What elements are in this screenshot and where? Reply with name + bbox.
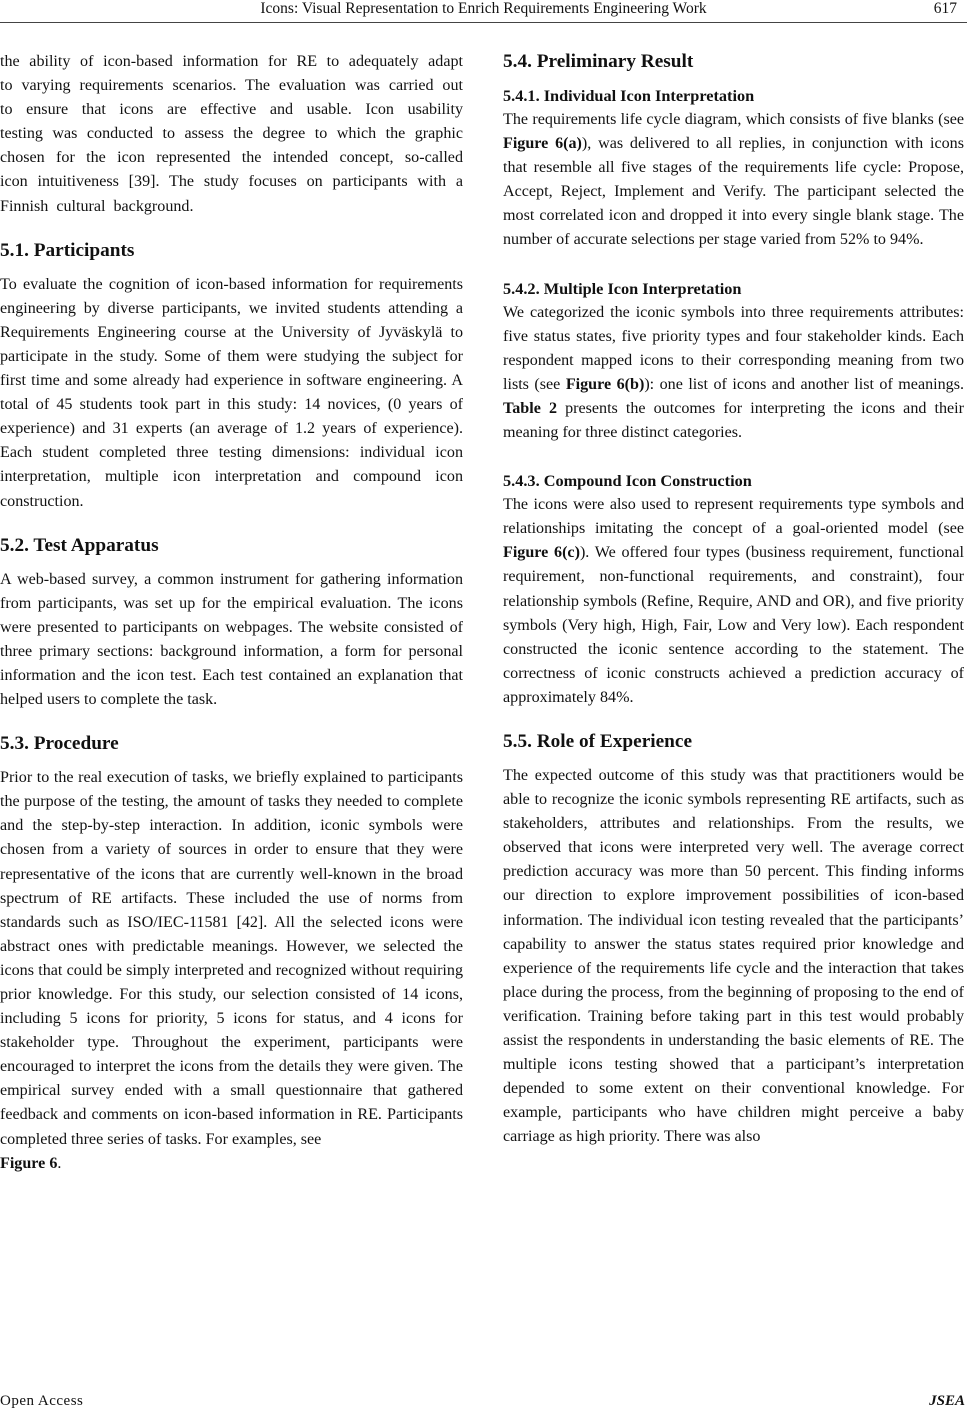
intro-paragraph: the ability of icon-based information for RE to adequately adapt to varying requirements scenarios. The evaluation was carried out to ensure that icons are effective and usable. Icon usability testing was conducted to assess the degree to which the graphic chosen for the icon represented the intended concept, so-called icon intuitiveness [39]. The study focuses on participants with a Finnish cultural background. xyxy=(0,53,463,215)
section-5-1-paragraph: To evaluate the cognition of icon-based information for requirements engineering by diverse participants, we invited students attending a Requirements Engineering course at the University of Jyväskylä to participate in the study. Some of them were studying the subject for first time and some already had experience in software engineering. A total of 45 students took part in this study: 14 novices, (0 years of experience) and 31 experts (an average of 1.2 years of experience). Each student completed three testing dimensions: individual icon interpretation, multiple icon interpretation and compound icon construction. xyxy=(0,275,463,510)
section-5-4-3-paragraph xyxy=(503,493,964,710)
right-column xyxy=(503,50,964,1149)
figure-6-link[interactable]: Figure 6 xyxy=(0,1154,58,1172)
running-title: Icons: Visual Representation to Enrich Requirements Engineering Work xyxy=(260,0,707,17)
section-5-2-heading: 5.2. Test Apparatus xyxy=(0,534,159,556)
page-footer xyxy=(0,1392,967,1412)
section-5-4-2-paragraph xyxy=(503,301,964,446)
section-5-4-1-heading: 5.4.1. Individual Icon Interpretation xyxy=(503,86,755,105)
section-5-4-1-paragraph xyxy=(503,108,964,253)
section-5-3-heading: 5.3. Procedure xyxy=(0,733,119,755)
section-5-4-1-text-b: ), was delivered to all replies, in conjunction with icons that resemble all five stages of the requirements life cycle: Propose, Accept, Reject, Implement and Verify. The participant selected the most correlated icon and dropped it into every single blank stage. The number of accurate selections per stage varied from 52% to 94%. xyxy=(503,135,964,249)
section-5-1-heading: 5.1. Participants xyxy=(0,239,135,261)
page-number: 617 xyxy=(933,0,957,17)
section-5-3-paragraph xyxy=(0,766,463,1176)
section-5-4-2-text-c: presents the outcomes for interpreting the icons and their meaning for three distinct categories. xyxy=(503,399,964,442)
open-access-label: Open Access xyxy=(0,1393,84,1409)
section-5-5-paragraph: The expected outcome of this study was that practitioners would be able to recognize the iconic symbols representing RE artifacts, such as stakeholders, attributes and relationships. From the results, we observed that icons were interpreted very well. The average correct prediction accuracy was more than 50 percent. This finding informs our direction to explore improvement possibilities of icon-based information. The individual icon testing revealed that the participants’ capability to answer the status states required prior knowledge and experience of the requirements life cycle and the interaction that takes place during the process, from the beginning of proposing to the end of verification. Training before taking part in this test would probably assist the respondents in understanding the basic elements of RE. The multiple icons testing showed that a participant’s interpretation depended to some extent on their conventional knowledge. For example, participants who have children might perceive a baby carriage as high priority. There was also xyxy=(503,766,964,1146)
section-5-4-1-text-a: The requirements life cycle diagram, which consists of five blanks (see xyxy=(503,111,964,128)
section-5-3-end: . xyxy=(57,1154,62,1172)
left-column xyxy=(0,50,463,1176)
section-5-2-paragraph: A web-based survey, a common instrument for gathering information from participants, was set up for the empirical evaluation. The icons were presented to participants on webpages. The website consisted of three primary sections: background information, a form for personal information and the icon test. Each test contained an explanation that helped users to complete the task. xyxy=(0,570,463,709)
section-5-4-2-heading: 5.4.2. Multiple Icon Interpretation xyxy=(503,278,742,298)
table-2-link[interactable]: Table 2 xyxy=(503,399,557,417)
section-5-4-2-text-a: We categorized the iconic symbols into three requirements attributes: five status states, five priority types and four stakeholder kinds. Each respondent mapped icons to their corresponding meaning from two lists (see xyxy=(503,303,964,393)
section-5-5-heading: 5.5. Role of Experience xyxy=(503,730,693,752)
section-5-3-text: Prior to the real execution of tasks, we briefly explained to participants the purpose of the testing, the amount of tasks they needed to complete and the step-by-step interaction. In addition, iconic symbols were chosen from a variety of sources in order to ensure that they were representative of the icons that are currently well-known in the broad spectrum of RE artifacts. These included the use of norms from standards such as ISO/IEC-11581 [42]. All the selected icons were abstract ones with predictable meanings. However, we selected the icons that could be simply interpreted and recognized without requiring prior knowledge. For this study, our selection consisted of 14 icons, including 5 icons for priority, 5 icons for status, and 4 icons for stakeholder type. Throughout the experiment, participants were encouraged to interpret the icons from the details they were given. The empirical survey ended with a small questionnaire that gathered feedback and comments on icon-based information in RE. Participants completed three series of tasks. For examples, see xyxy=(0,769,463,1148)
section-5-4-3-text-a: The icons were also used to represent requirements type symbols and relationships imitating the concept of a goal-oriented model (see xyxy=(503,496,964,538)
section-5-4-3-heading: 5.4.3. Compound Icon Construction xyxy=(503,471,752,491)
section-5-4-3-text-b: ). We offered four types (business requirement, functional requirement, non-functional requirements, and constraint), four relationship symbols (Refine, Require, AND and OR), and five priority symbols (Very high, High, Fair, Low and Very low). Each respondent constructed the iconic sentence according to the statement. The correctness of iconic constructs achieved a prediction accuracy of approximately 84%. xyxy=(503,544,964,706)
journal-abbreviation: JSEA xyxy=(929,1393,965,1409)
header-rule xyxy=(0,22,967,23)
section-5-4-2-text-b: ): one list of icons and another list of meanings. xyxy=(644,375,964,393)
figure-6a-link[interactable]: Figure 6(a) xyxy=(503,135,582,153)
page-header xyxy=(0,0,967,22)
section-5-4-heading: 5.4. Preliminary Result xyxy=(503,51,694,72)
figure-6b-link[interactable]: Figure 6(b) xyxy=(565,375,645,393)
figure-6c-link[interactable]: Figure 6(c) xyxy=(503,544,580,562)
